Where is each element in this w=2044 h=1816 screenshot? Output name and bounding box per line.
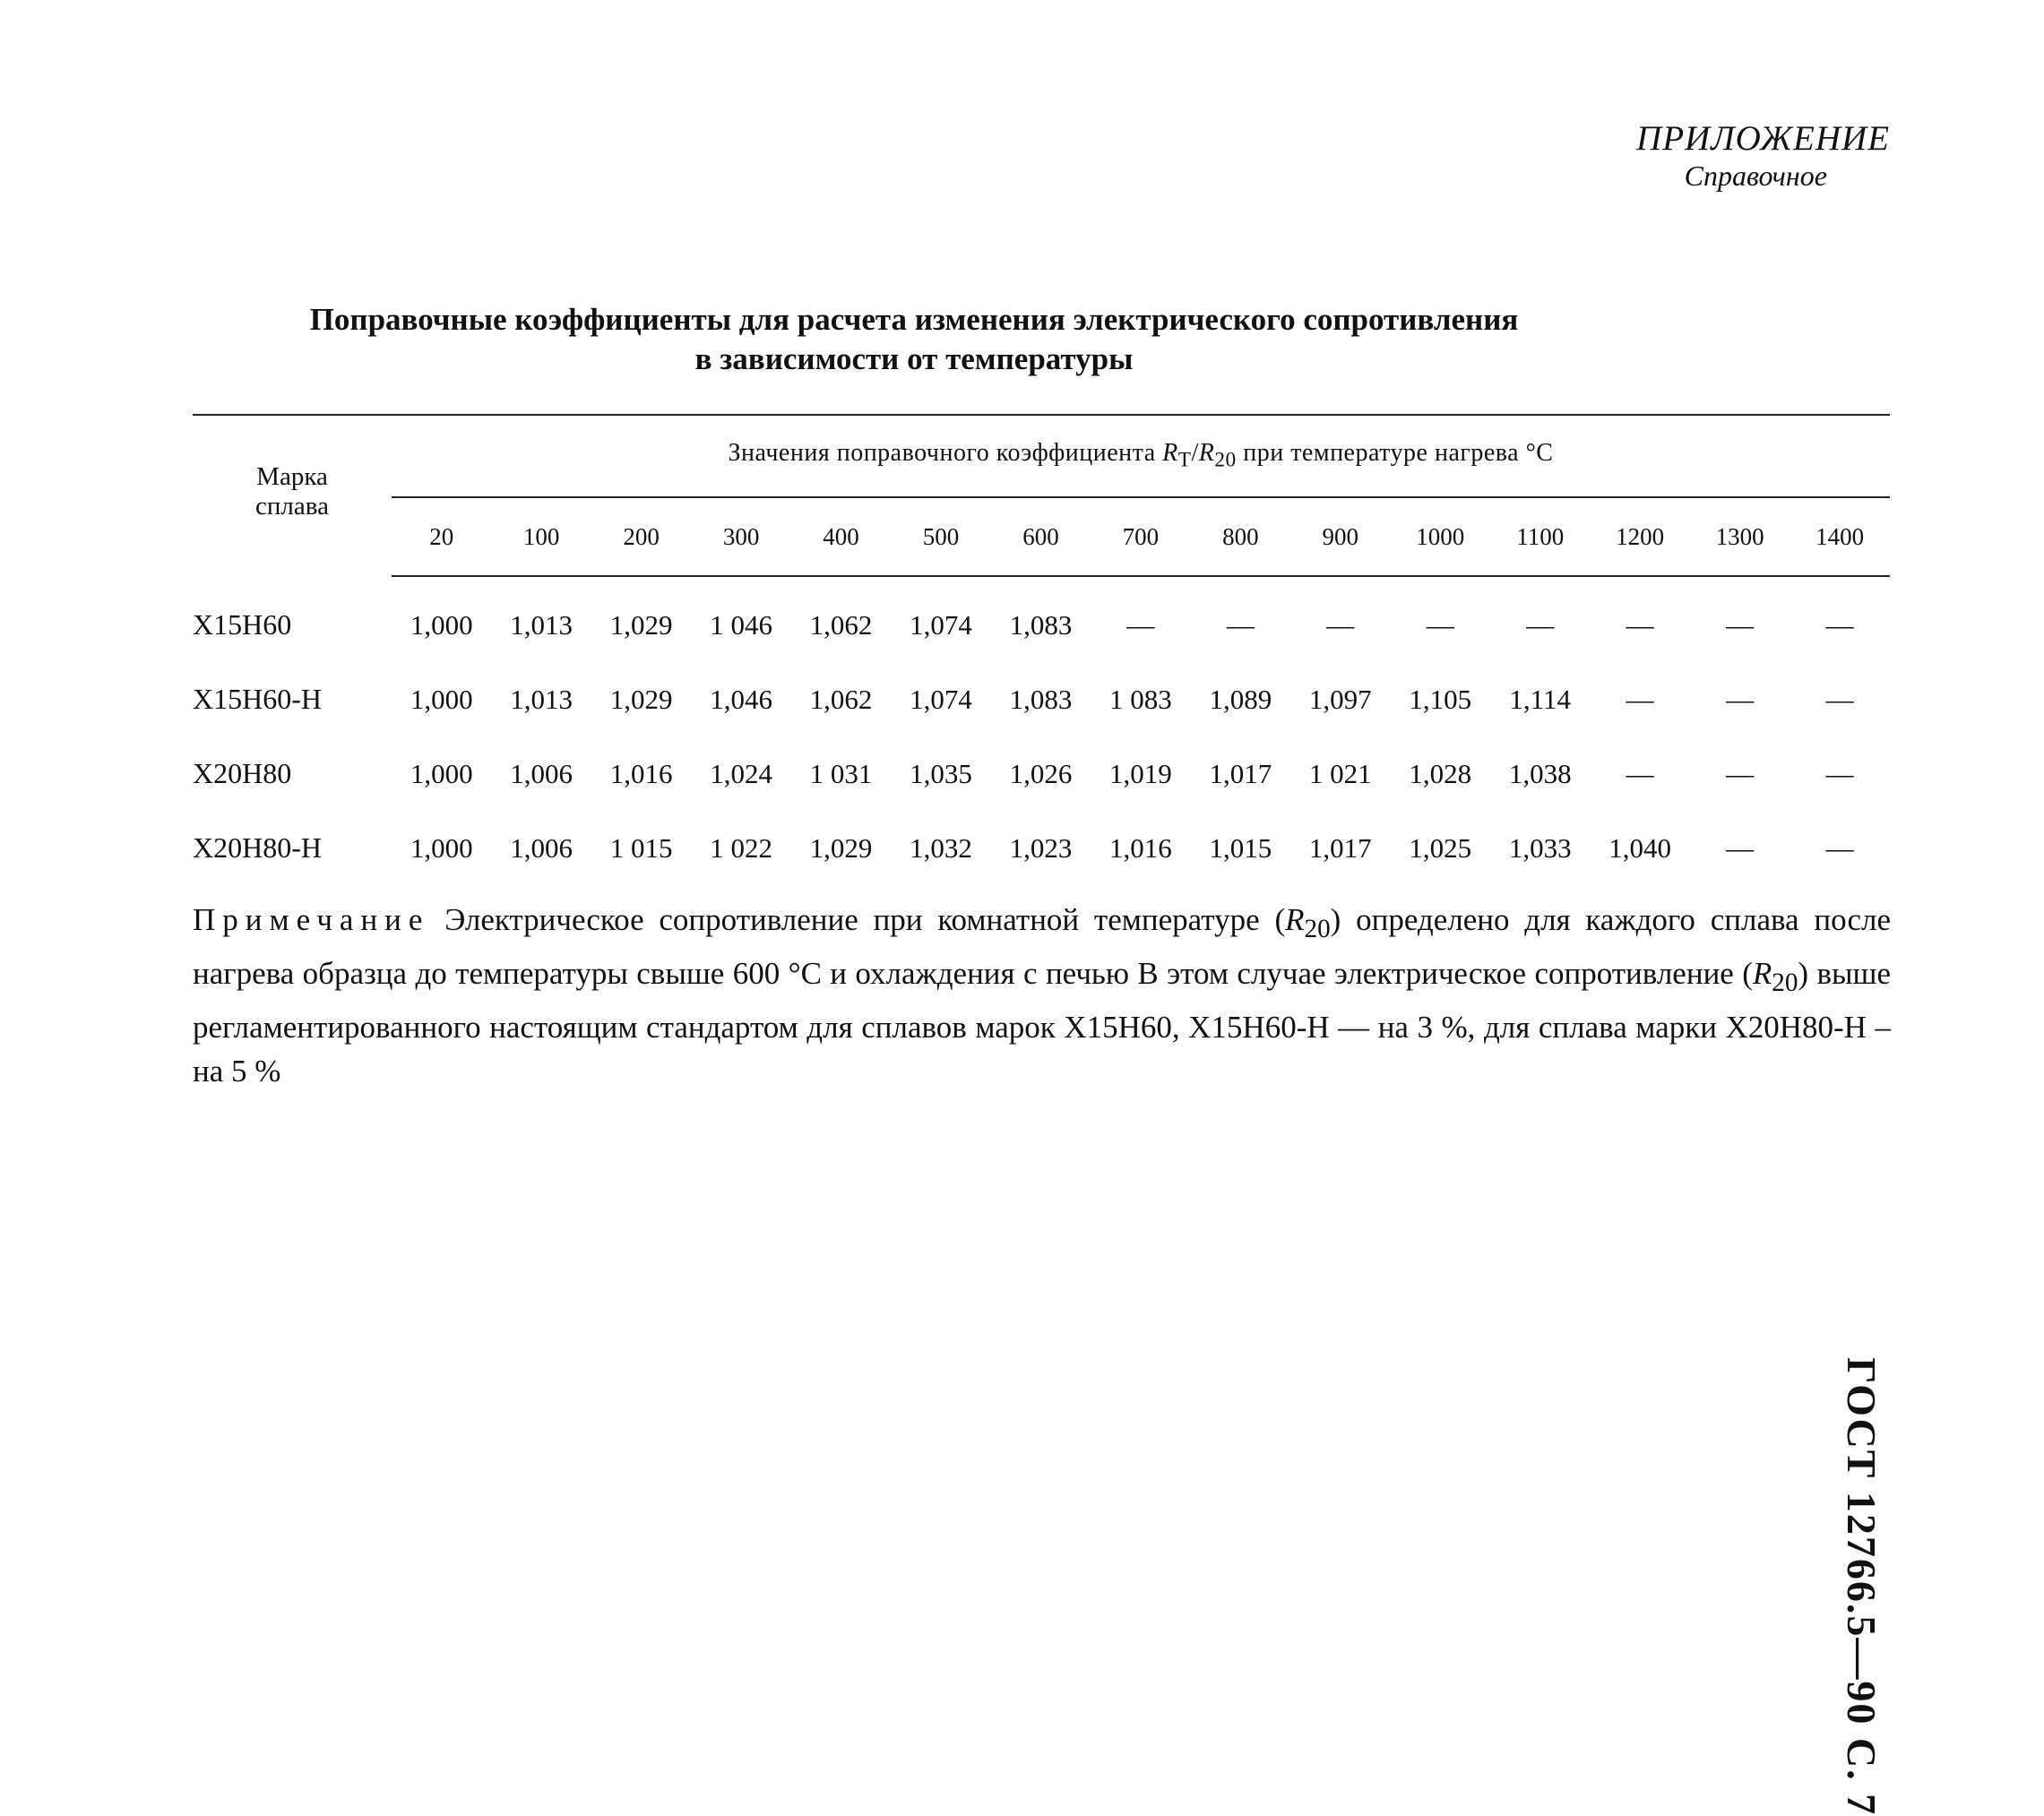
coefficient-cell: 1,025	[1409, 831, 1472, 864]
coefficient-cell: 1,083	[1009, 608, 1073, 641]
coefficient-cell: 1,038	[1508, 757, 1572, 789]
note-paragraph	[193, 898, 1891, 1093]
coefficient-cell: 1 021	[1308, 757, 1372, 789]
coefficient-cell: 1,017	[1308, 831, 1372, 864]
alloy-name-cell: Х20Н80	[193, 757, 292, 789]
coefficient-cell: 1,017	[1209, 757, 1272, 789]
temperature-header-cell: 300	[691, 497, 790, 576]
alloy-name-cell: Х15Н60-Н	[193, 683, 322, 715]
table-header-row	[193, 415, 1890, 497]
coefficient-cell: 1,029	[609, 683, 673, 715]
coefficient-cell: —	[1825, 831, 1854, 864]
appendix-label: ПРИЛОЖЕНИЕ	[1636, 119, 1890, 158]
table-body	[193, 576, 1890, 885]
temperature-header-cell: 1300	[1690, 497, 1790, 576]
alloy-name-cell: Х20Н80-Н	[193, 831, 322, 864]
table-title	[269, 300, 1559, 379]
coefficient-cell: 1,023	[1009, 831, 1073, 864]
note-r-symbol: R	[1285, 902, 1305, 937]
note-r-subscript: 20	[1304, 915, 1331, 943]
coefficient-cell: 1,028	[1409, 757, 1472, 789]
temperature-header-cell: 500	[891, 497, 990, 576]
coefficient-cell: —	[1726, 683, 1755, 715]
coefficient-table	[193, 414, 1890, 885]
note-text-1: Электрическое сопротивление при комнатной температуре (	[429, 902, 1286, 937]
temperature-header-cell: 1000	[1391, 497, 1490, 576]
coefficient-cell: 1,062	[809, 608, 873, 641]
coefficient-cell: —	[1626, 757, 1654, 789]
coefficient-cell: —	[1825, 757, 1854, 789]
coefficient-group-header	[392, 415, 1890, 497]
coefficient-cell: 1 022	[710, 831, 772, 864]
coefficient-cell: 1,015	[1209, 831, 1272, 864]
table-row	[193, 662, 1890, 736]
coefficient-cell: 1,074	[910, 608, 972, 641]
coefficient-cell: —	[1126, 608, 1155, 641]
coefficient-cell: 1,013	[510, 608, 574, 641]
coefficient-cell: 1,074	[910, 683, 972, 715]
slash-symbol: /	[1191, 439, 1199, 468]
coefficient-cell: —	[1626, 608, 1654, 641]
coefficient-cell: 1,006	[510, 831, 574, 864]
appendix-label-block	[1636, 118, 1890, 192]
note-text-2: ) определено для каждого сплава после нагрева образца до температуры свыше 600 °C и охлаждения с печью В этом случае электрическое сопротивление (	[193, 902, 1891, 991]
note-lead: Примечание	[193, 902, 430, 937]
temperature-header-cell: 1200	[1590, 497, 1689, 576]
coefficient-cell: 1,000	[410, 608, 473, 641]
coefficient-cell: 1,000	[410, 831, 473, 864]
coefficient-cell: —	[1825, 608, 1854, 641]
coefficient-cell: 1,006	[510, 757, 574, 789]
temperature-header-cell: 1400	[1790, 497, 1890, 576]
temperature-header-cell: 1100	[1490, 497, 1590, 576]
coefficient-cell: —	[1726, 757, 1755, 789]
temperature-header-row	[193, 497, 1890, 576]
coefficient-cell: 1,029	[609, 608, 673, 641]
table-row	[193, 576, 1890, 662]
coefficient-table-container	[193, 414, 1890, 885]
temperature-header-cell: 900	[1290, 497, 1390, 576]
r20-subscript: 20	[1214, 448, 1237, 472]
coefficient-cell: —	[1526, 608, 1555, 641]
coefficient-cell: 1,013	[510, 683, 574, 715]
coefficient-cell: 1,083	[1009, 683, 1073, 715]
coefficient-cell: —	[1825, 683, 1854, 715]
temperature-header-cell: 600	[991, 497, 1091, 576]
coefficient-cell: 1 015	[609, 831, 673, 864]
coefficient-cell: 1,035	[910, 757, 972, 789]
coefficient-cell: 1,032	[910, 831, 972, 864]
coefficient-cell: —	[1326, 608, 1355, 641]
temperature-header-cell: 20	[392, 497, 491, 576]
appendix-sublabel: Справочное	[1684, 159, 1827, 192]
temperature-header-cell: 200	[591, 497, 691, 576]
r20-symbol: R	[1198, 439, 1215, 468]
coefficient-cell: —	[1726, 608, 1755, 641]
coefficient-cell: 1,016	[609, 757, 673, 789]
coefficient-cell: —	[1626, 683, 1654, 715]
temperature-header-cell: 100	[491, 497, 591, 576]
coefficient-cell: —	[1726, 831, 1755, 864]
temperature-header-cell: 400	[791, 497, 891, 576]
coefficient-cell: 1,026	[1009, 757, 1073, 789]
alloy-header-line-2: сплава	[255, 492, 329, 521]
note-r-symbol-2: R	[1752, 956, 1772, 991]
coefficient-cell: 1,089	[1209, 683, 1272, 715]
group-header-text: Значения поправочного коэффициента	[728, 439, 1163, 468]
rt-subscript: T	[1177, 448, 1192, 472]
coefficient-cell: 1,033	[1508, 831, 1572, 864]
title-line-2: в зависимости от температуры	[694, 341, 1134, 376]
coefficient-cell: 1,097	[1308, 683, 1372, 715]
group-header-suffix: при температуре нагрева °C	[1236, 439, 1554, 468]
coefficient-cell: 1,062	[809, 683, 873, 715]
coefficient-cell: 1,024	[710, 757, 772, 789]
alloy-column-header	[193, 415, 392, 576]
coefficient-cell: 1,040	[1608, 831, 1672, 864]
note-r-subscript-2: 20	[1772, 968, 1798, 997]
coefficient-cell: 1,000	[410, 757, 473, 789]
coefficient-cell: 1 046	[710, 608, 772, 641]
coefficient-cell: 1,046	[710, 683, 772, 715]
table-row	[193, 811, 1890, 885]
coefficient-cell: 1,105	[1409, 683, 1472, 715]
alloy-name-cell: Х15Н60	[193, 607, 292, 641]
rt-symbol: R	[1162, 439, 1178, 468]
table-row	[193, 736, 1890, 811]
note-text-3: ) выше регламентированного настоящим стандартом для сплавов марок Х15Н60, Х15Н60-Н — на 3 %, для сплава марки Х20Н80-Н – на 5 %	[193, 956, 1891, 1089]
title-line-1: Поправочные коэффициенты для расчета изменения электрического сопротивления	[309, 302, 1519, 337]
coefficient-cell: 1 031	[809, 757, 873, 789]
temperature-header-cell: 700	[1091, 497, 1190, 576]
temperature-header-cell: 800	[1191, 497, 1290, 576]
standard-page-label: ГОСТ 12766.5—90 С. 7	[1839, 1357, 1884, 1816]
alloy-header-line-1: Марка	[256, 462, 328, 491]
coefficient-cell: —	[1226, 608, 1255, 641]
coefficient-cell: 1,019	[1109, 757, 1172, 789]
coefficient-cell: 1,029	[809, 831, 873, 864]
coefficient-cell: 1,016	[1109, 831, 1172, 864]
coefficient-cell: 1,114	[1509, 683, 1572, 715]
coefficient-cell: 1,000	[410, 683, 473, 715]
coefficient-cell: 1 083	[1109, 683, 1172, 715]
coefficient-cell: —	[1426, 608, 1454, 641]
